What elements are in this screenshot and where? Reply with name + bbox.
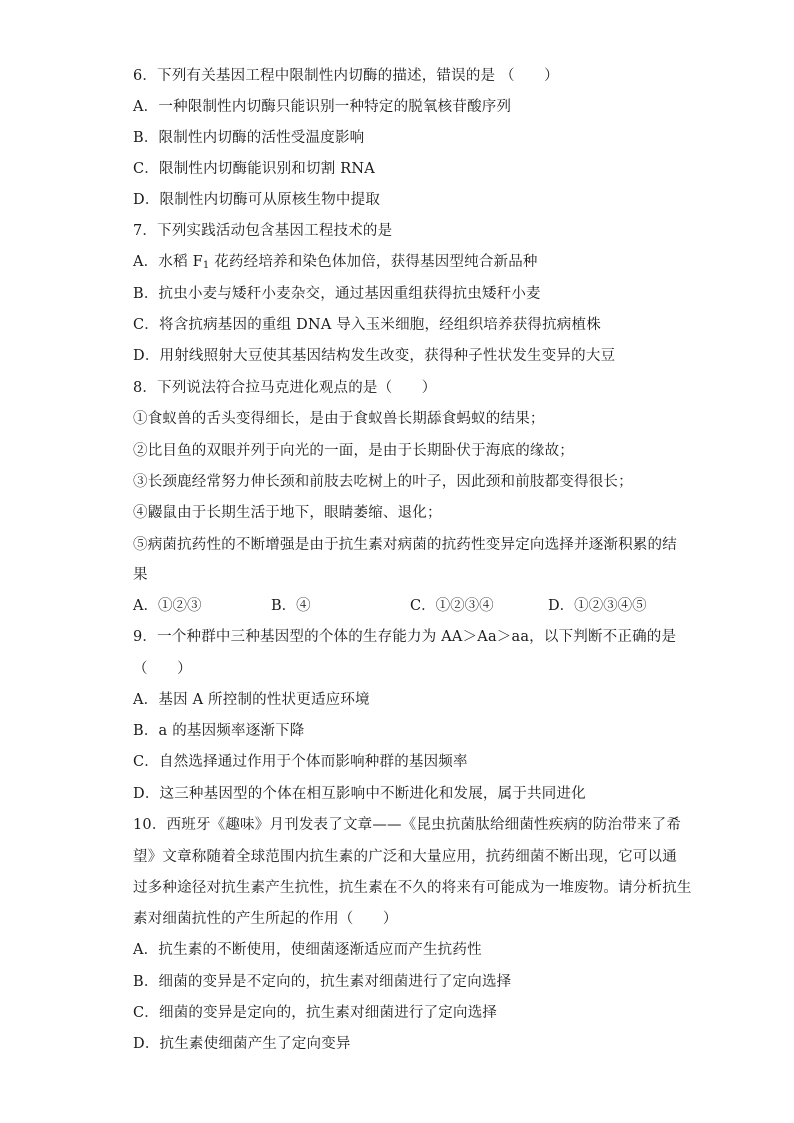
q7-option-a-pre: A．水稻 F bbox=[133, 254, 203, 270]
q8-option-b: B．④ bbox=[271, 598, 311, 614]
q6-option-c: C．限制性内切酶能识别和切割 RNA bbox=[133, 161, 375, 177]
q9-option-d: D．这三种基因型的个体在相互影响中不断进化和发展，属于共同进化 bbox=[133, 786, 586, 802]
q10-stem-line1: 10．西班牙《趣味》月刊发表了文章——《昆虫抗菌肽给细菌性疾病的防治带来了希 bbox=[133, 817, 682, 833]
q6-option-b: B．限制性内切酶的活性受温度影响 bbox=[133, 130, 365, 146]
q10-option-c: C．细菌的变异是定向的，抗生素对细菌进行了定向选择 bbox=[133, 1005, 498, 1021]
q8-option-a: A．①②③ bbox=[133, 598, 202, 614]
q6-option-a: A．一种限制性内切酶只能识别一种特定的脱氧核苷酸序列 bbox=[133, 99, 512, 115]
q7-option-c: C．将含抗病基因的重组 DNA 导入玉米细胞，经组织培养获得抗病植株 bbox=[133, 317, 601, 333]
q9-stem-line1: 9．一个种群中三种基因型的个体的生存能力为 AA＞Aa＞aa，以下判断不正确的是 bbox=[133, 629, 677, 645]
q7-option-d: D．用射线照射大豆使其基因结构发生改变，获得种子性状发生变异的大豆 bbox=[133, 348, 616, 364]
q8-statement-5-line2: 果 bbox=[133, 567, 148, 583]
q9-option-b: B．a 的基因频率逐渐下降 bbox=[133, 723, 305, 739]
q7-option-a-post: 花药经培养和染色体加倍，获得基因型纯合新品种 bbox=[209, 254, 538, 270]
q8-option-c: C．①②③④ bbox=[410, 598, 494, 614]
q8-option-d: D．①②③④⑤ bbox=[548, 598, 647, 614]
q10-option-d: D．抗生素使细菌产生了定向变异 bbox=[133, 1036, 351, 1052]
q6-option-d: D．限制性内切酶可从原核生物中提取 bbox=[133, 192, 381, 208]
q8-statement-4: ④鼹鼠由于长期生活于地下，眼睛萎缩、退化； bbox=[133, 505, 442, 521]
q7-option-b: B．抗虫小麦与矮秆小麦杂交，通过基因重组获得抗虫矮秆小麦 bbox=[133, 286, 541, 302]
q8-statement-5-line1: ⑤病菌抗药性的不断增强是由于抗生素对病菌的抗药性变异定向选择并逐渐积累的结 bbox=[133, 537, 677, 553]
q8-statement-3: ③长颈鹿经常努力伸长颈和前肢去吃树上的叶子，因此颈和前肢都变得很长； bbox=[133, 474, 633, 490]
q9-option-c: C．自然选择通过作用于个体而影响种群的基因频率 bbox=[133, 754, 468, 770]
q7-stem: 7．下列实践活动包含基因工程技术的是 bbox=[133, 223, 393, 239]
q7-option-a-sub: 1 bbox=[202, 260, 210, 271]
q8-statement-2: ②比目鱼的双眼并列于向光的一面，是由于长期卧伏于海底的缘故； bbox=[133, 443, 574, 459]
q9-option-a: A．基因 A 所控制的性状更适应环境 bbox=[133, 692, 370, 708]
q8-statement-1: ①食蚁兽的舌头变得细长，是由于食蚁兽长期舔食蚂蚁的结果； bbox=[133, 411, 545, 427]
q6-stem: 6．下列有关基因工程中限制性内切酶的描述，错误的是 （ ） bbox=[133, 68, 559, 84]
q10-stem-line3: 过多种途径对抗生素产生抗性，抗生素在不久的将来有可能成为一堆废物。请分析抗生 bbox=[133, 880, 692, 896]
q10-option-a: A．抗生素的不断使用，使细菌逐渐适应而产生抗药性 bbox=[133, 942, 482, 958]
q7-option-a bbox=[133, 253, 538, 275]
q10-stem-line4: 素对细菌抗性的产生所起的作用（ ） bbox=[133, 911, 398, 927]
q10-stem-line2: 望》文章称随着全球范围内抗生素的广泛和大量应用，抗药细菌不断出现，它可以通 bbox=[133, 849, 677, 865]
q10-option-b: B．细菌的变异是不定向的，抗生素对细菌进行了定向选择 bbox=[133, 974, 512, 990]
q9-stem-line2: （ ） bbox=[133, 661, 192, 677]
q8-stem: 8．下列说法符合拉马克进化观点的是（ ） bbox=[133, 380, 437, 396]
